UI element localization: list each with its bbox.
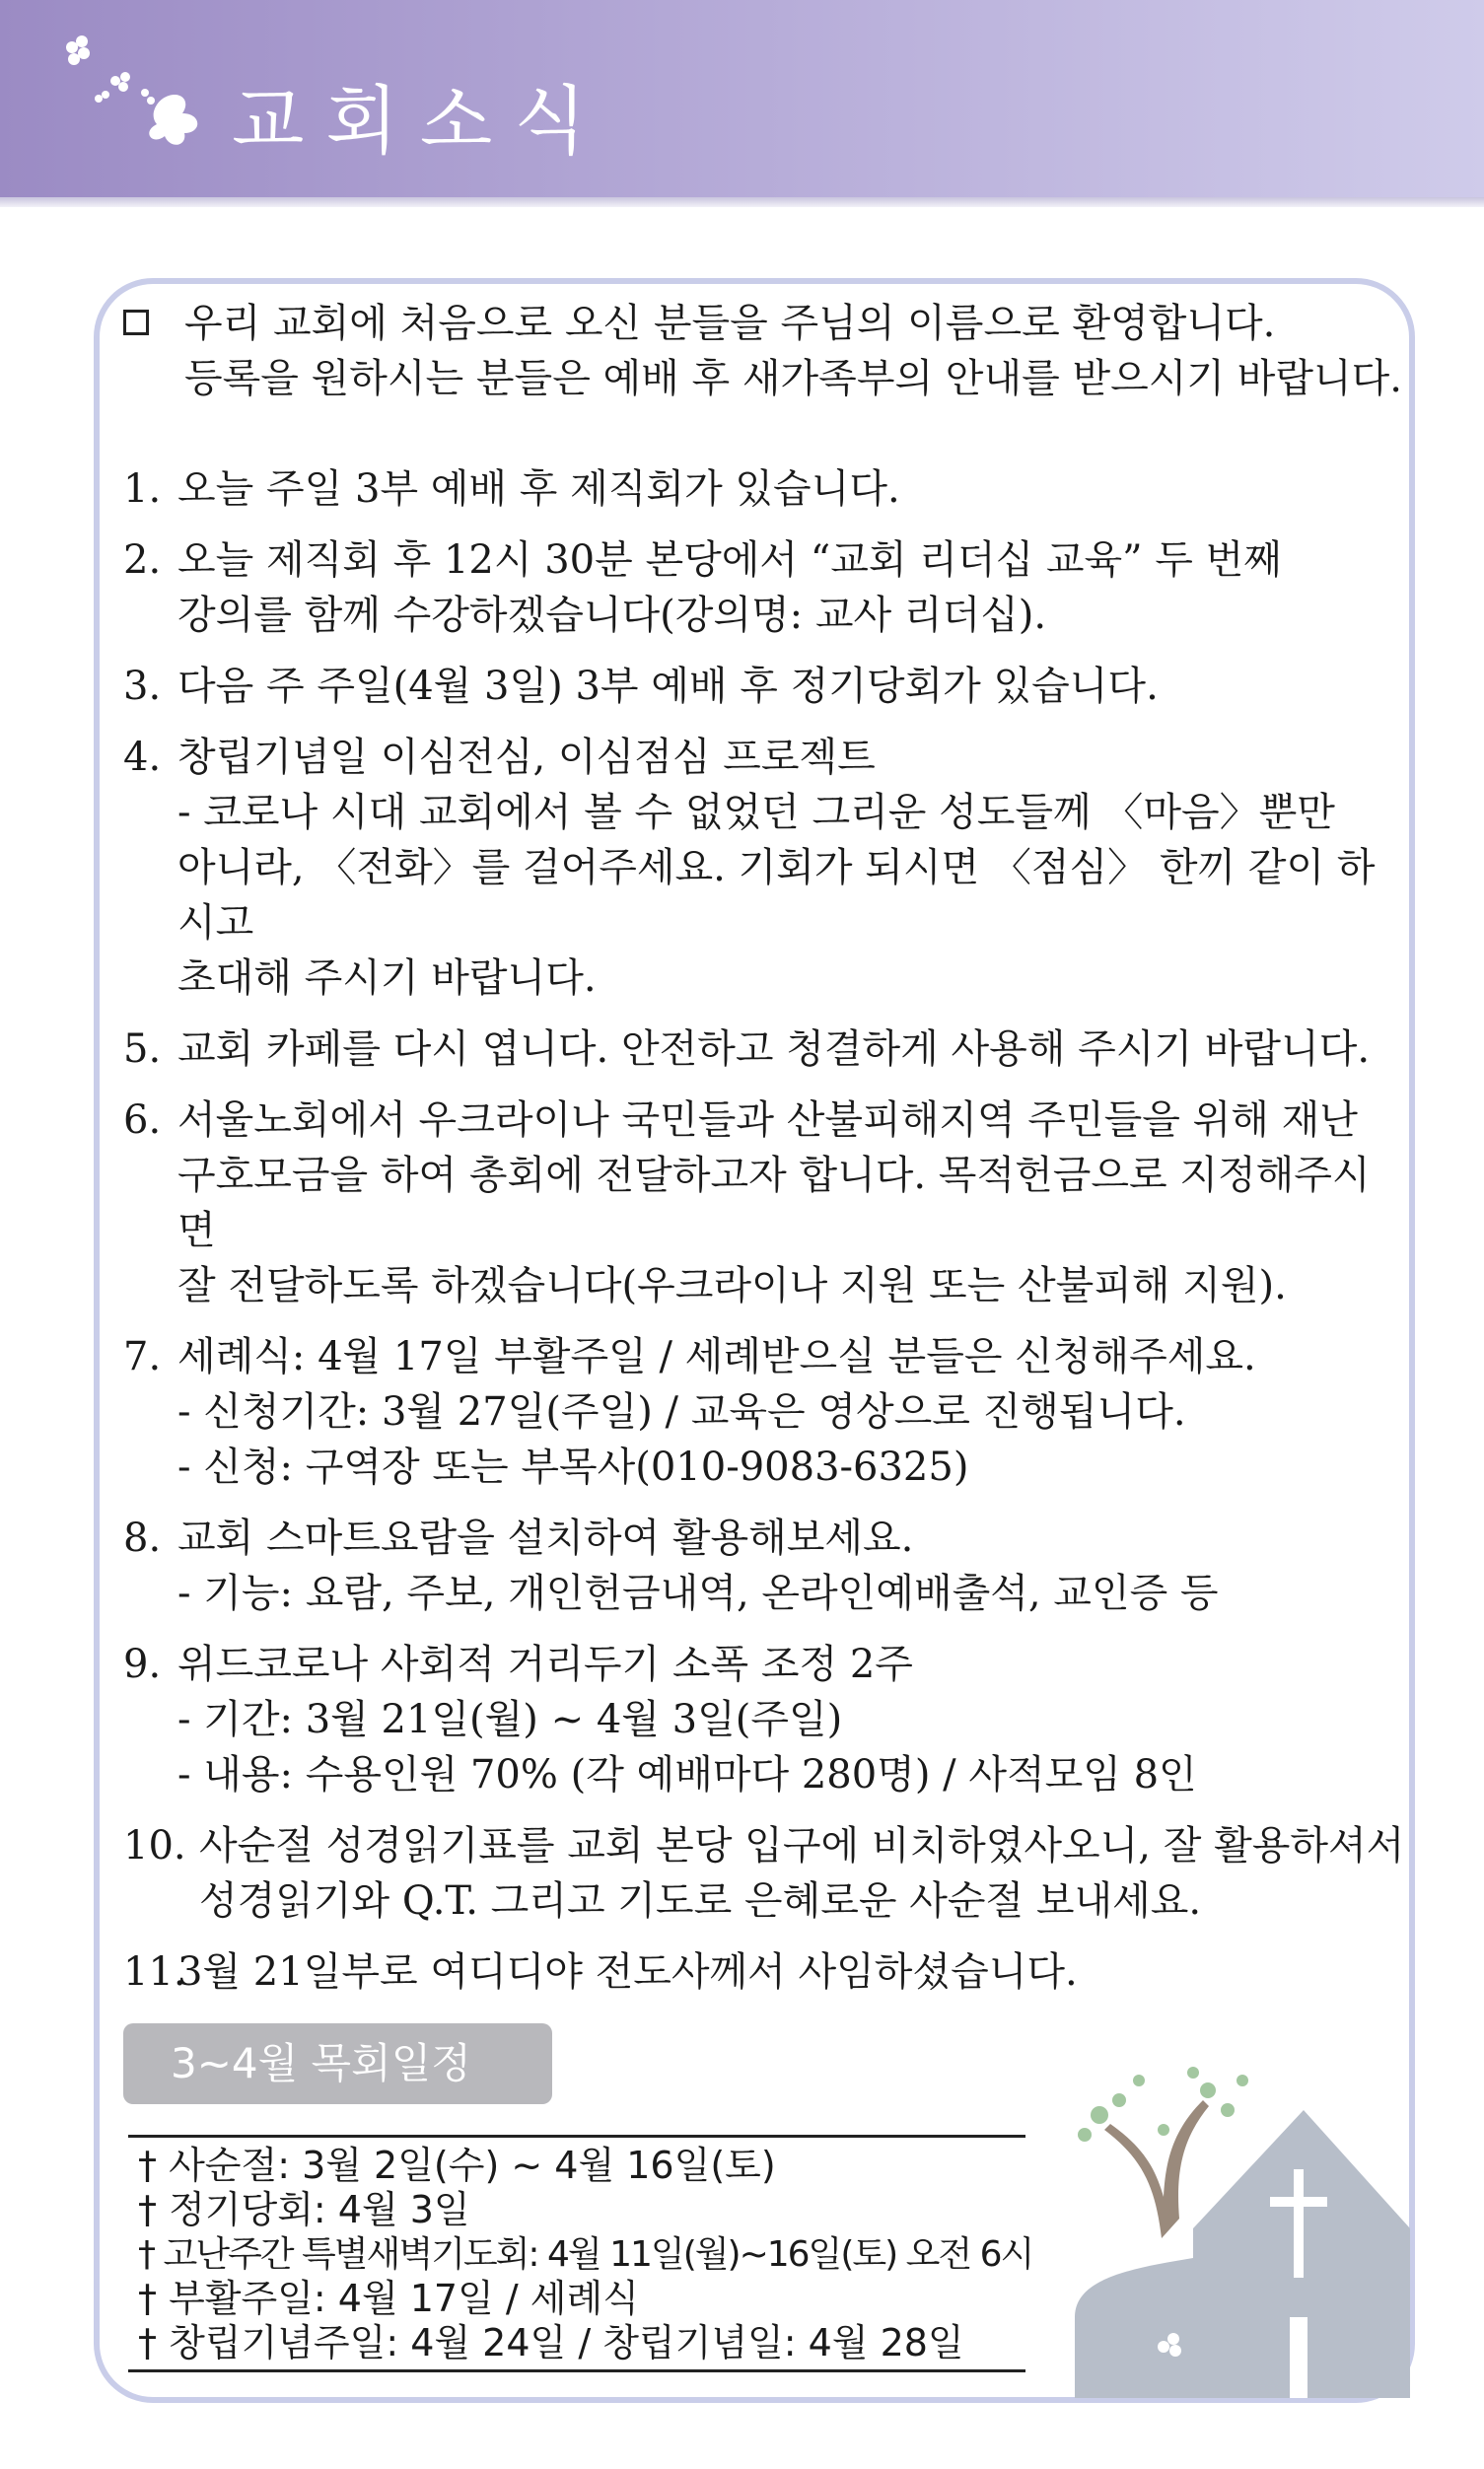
item-line: - 신청기간: 3월 27일(주일) / 교육은 영상으로 진행됩니다.	[177, 1389, 1186, 1435]
item-line: 세례식: 4월 17일 부활주일 / 세례받으실 분들은 신청해주세요.	[177, 1334, 1256, 1379]
schedule-list	[128, 2135, 1033, 2372]
news-list	[123, 461, 1405, 2015]
church-icon	[1075, 2110, 1410, 2398]
item-number: 4.	[123, 735, 162, 780]
item-line: 서울노회에서 우크라이나 국민들과 산불피해지역 주민들을 위해 재난	[177, 1097, 1358, 1143]
item-number: 1.	[123, 466, 162, 512]
item-line: 3월 21일부로 여디디야 전도사께서 사임하셨습니다.	[177, 1949, 1078, 1995]
item-line: 아니라, 〈전화〉를 걸어주세요. 기회가 되시면 〈점심〉 한끼 같이 하시고	[177, 845, 1376, 946]
header-banner	[0, 0, 1484, 202]
schedule-title: 3~4월 목회일정	[123, 2023, 552, 2104]
item-number: 6.	[123, 1097, 162, 1143]
item-number: 3.	[123, 664, 162, 709]
notice-line: 우리 교회에 처음으로 오신 분들을 주님의 이름으로 환영합니다.	[184, 301, 1276, 346]
list-item	[123, 461, 1405, 517]
item-line: - 기간: 3월 21일(월) ~ 4월 3일(주일)	[177, 1697, 843, 1742]
butterfly-flower-icon	[54, 30, 232, 168]
item-number: 7.	[123, 1334, 162, 1379]
item-line: - 내용: 수용인원 70% (각 예배마다 280명) / 사적모임 8인	[177, 1752, 1197, 1798]
list-item	[123, 1637, 1405, 1802]
list-item	[123, 1511, 1405, 1621]
schedule-entry: † 정기당회: 4월 3일	[138, 2188, 470, 2231]
item-number: 2.	[123, 537, 162, 583]
page-title: 교회소식	[232, 77, 608, 165]
schedule-entry: † 부활주일: 4월 17일 / 세례식	[138, 2277, 639, 2320]
item-line: 교회 스마트요람을 설치하여 활용해보세요.	[177, 1516, 914, 1561]
item-line: - 코로나 시대 교회에서 볼 수 없었던 그리운 성도들께 〈마음〉뿐만	[177, 790, 1335, 835]
list-item	[123, 1329, 1405, 1495]
church-tree-illustration	[1045, 2021, 1410, 2398]
item-line: 교회 카페를 다시 엽니다. 안전하고 청결하게 사용해 주시기 바랍니다.	[177, 1026, 1371, 1072]
notice-line: 등록을 원하시는 분들은 예배 후 새가족부의 안내를 받으시기 바랍니다.	[184, 356, 1402, 401]
item-number: 5.	[123, 1026, 162, 1072]
item-line: 잘 전달하도록 하겠습니다(우크라이나 지원 또는 산불피해 지원).	[177, 1263, 1287, 1308]
list-item	[123, 659, 1405, 714]
item-line: 성경읽기와 Q.T. 그리고 기도로 은혜로운 사순절 보내세요.	[199, 1878, 1202, 1924]
schedule-entry: † 고난주간 특별새벽기도회: 4월 11일(월)~16일(토) 오전 6시	[138, 2234, 1033, 2275]
item-number: 9.	[123, 1642, 162, 1687]
schedule-entry: † 사순절: 3월 2일(수) ~ 4월 16일(토)	[138, 2144, 776, 2187]
item-line: 오늘 주일 3부 예배 후 제직회가 있습니다.	[177, 466, 900, 512]
item-line: 다음 주 주일(4월 3일) 3부 예배 후 정기당회가 있습니다.	[177, 664, 1159, 709]
item-number: 11.	[123, 1949, 186, 1995]
list-item	[123, 730, 1405, 1006]
item-line: - 기능: 요람, 주보, 개인헌금내역, 온라인예배출석, 교인증 등	[177, 1571, 1219, 1616]
list-item	[123, 1818, 1405, 1929]
list-item	[123, 1022, 1405, 1077]
item-line: 사순절 성경읽기표를 교회 본당 입구에 비치하였사오니, 잘 활용하셔서	[199, 1823, 1405, 1869]
schedule-entry: † 창립기념주일: 4월 24일 / 창립기념일: 4월 28일	[138, 2321, 964, 2364]
item-line: 위드코로나 사회적 거리두기 소폭 조정 2주	[177, 1642, 913, 1687]
welcome-notice	[123, 296, 1405, 406]
item-line: 오늘 제직회 후 12시 30분 본당에서 “교회 리더십 교육” 두 번째	[177, 537, 1282, 583]
item-line: - 신청: 구역장 또는 부목사(010-9083-6325)	[177, 1445, 969, 1490]
checkbox-square-icon	[123, 310, 149, 335]
header-shadow	[0, 197, 1484, 207]
item-line: 초대해 주시기 바랍니다.	[177, 955, 597, 1001]
item-number: 10.	[123, 1823, 186, 1869]
item-line: 창립기념일 이심전심, 이심점심 프로젝트	[177, 735, 876, 780]
list-item	[123, 1093, 1405, 1313]
list-item	[123, 1944, 1405, 2000]
item-number: 8.	[123, 1516, 162, 1561]
item-line: 구호모금을 하여 총회에 전달하고자 합니다. 목적헌금으로 지정해주시면	[177, 1153, 1371, 1253]
item-line: 강의를 함께 수강하겠습니다(강의명: 교사 리더십).	[177, 593, 1047, 638]
list-item	[123, 532, 1405, 643]
